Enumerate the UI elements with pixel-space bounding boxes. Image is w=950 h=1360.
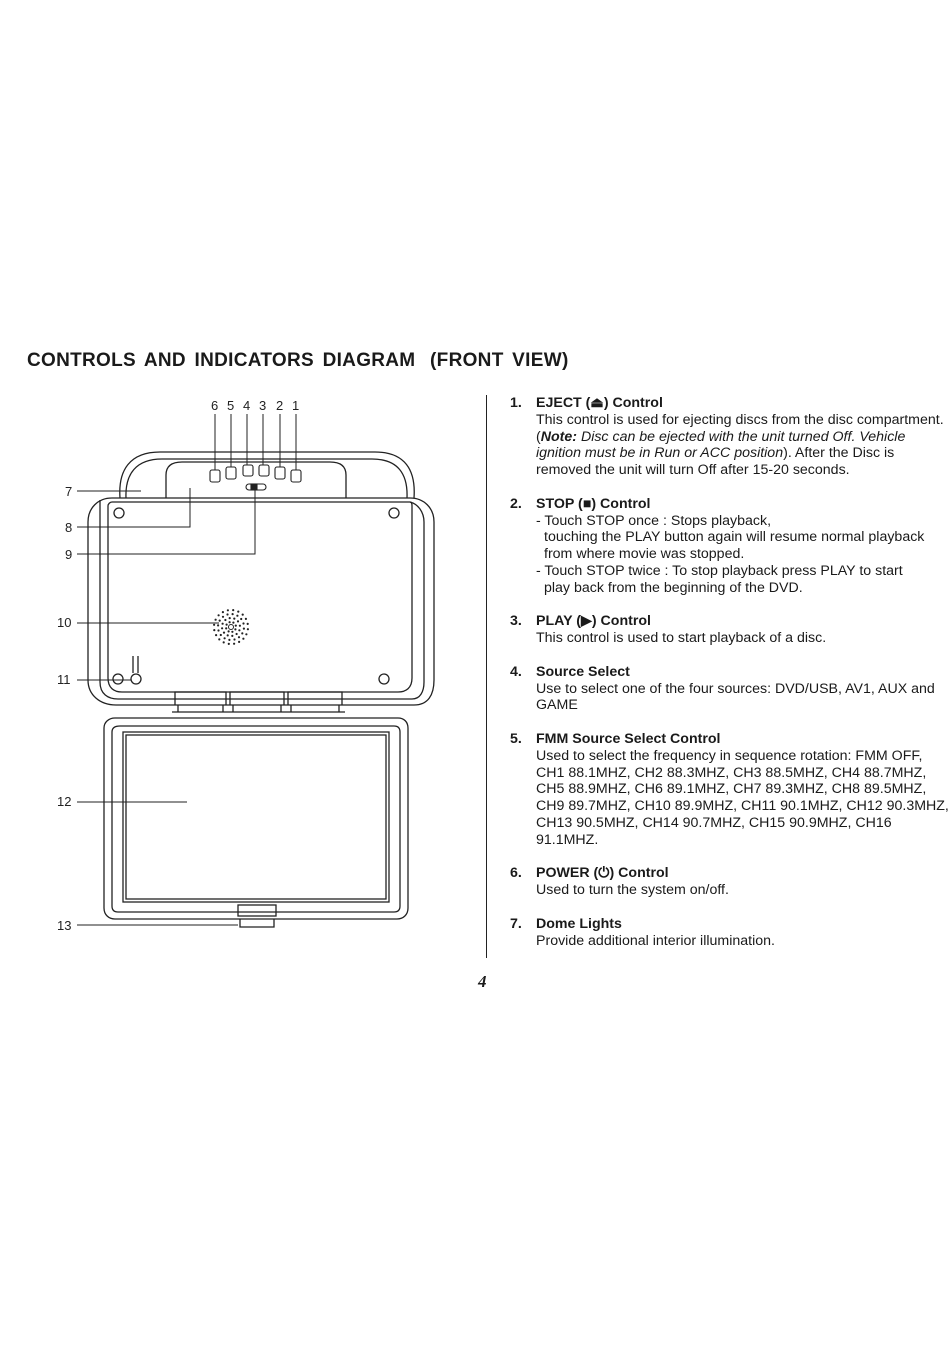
list-item-fmm (510, 731, 950, 849)
item-number: 4. (510, 663, 522, 680)
item-description: - Touch STOP twice : To stop playback press PLAY to start (536, 562, 903, 579)
title-sub: (FRONT VIEW) (430, 350, 569, 371)
item-number: 1. (510, 395, 522, 411)
controls-list (510, 395, 950, 966)
list-item-stop (510, 496, 950, 597)
callout-9: 9 (65, 547, 73, 562)
callout-7: 7 (65, 484, 73, 499)
item-description: Use to select one of the four sources: DVD/USB, AV1, AUX and GAME (536, 680, 935, 714)
callout-2: 2 (276, 398, 284, 413)
item-number: 5. (510, 730, 522, 747)
item-heading: EJECT (⏏) Control (536, 395, 663, 411)
item-heading: FMM Source Select Control (536, 730, 721, 747)
item-description: touching the PLAY button again will resume normal playback from where movie was stopped. (544, 529, 925, 563)
play-button (259, 465, 269, 476)
callout-10: 10 (57, 615, 72, 630)
fmm-button (226, 467, 236, 479)
item-description: - Touch STOP once : Stops playback, (536, 512, 772, 529)
source-button (243, 465, 253, 476)
item-heading: PLAY (▶) Control (536, 613, 651, 630)
item-heading: STOP (■) Control (536, 495, 651, 512)
item-heading: Source Select (536, 663, 630, 680)
list-item-eject (510, 395, 950, 479)
stop-icon: ■ (582, 495, 592, 512)
lcd-screen (126, 735, 386, 899)
list-item-power (510, 865, 950, 899)
page-number: 4 (478, 972, 487, 991)
item-description: Provide additional interior illumination. (536, 932, 775, 949)
control-panel (166, 462, 346, 498)
item-description: Used to turn the system on/off. (536, 882, 729, 899)
callout-11: 11 (57, 672, 71, 687)
callout-6: 6 (211, 398, 219, 413)
item-description: Used to select the frequency in sequence rotation: FMM OFF, CH1 88.1MHZ, CH2 88.3MHZ, CH3 88.5MHZ, CH4 88.7MHZ, CH5 88.9MHZ, CH6 89.1MHZ, CH7 89.3MHZ, CH8 89.5MHZ, CH9 89.7MHZ, CH10 89.9MHZ, CH11 90.1MHZ, CH12 90.3MHZ, CH13 90.5MHZ, CH14 90.7MHZ, CH15 90.9MHZ, CH16 91.1MHZ. (536, 747, 949, 848)
callout-3: 3 (259, 398, 267, 413)
stop-button (275, 467, 285, 479)
item-heading: POWER (⏻) Control (536, 865, 669, 882)
list-item-dome-lights (510, 916, 950, 950)
power-icon: ⏻ (598, 865, 610, 882)
speaker-grille (213, 609, 249, 645)
item-number: 2. (510, 495, 522, 512)
item-number: 6. (510, 865, 522, 882)
item-number: 3. (510, 613, 522, 630)
item-heading: Dome Lights (536, 915, 622, 932)
callout-5: 5 (227, 398, 235, 413)
list-item-source (510, 664, 950, 714)
screen-bezel (104, 718, 408, 919)
item-description: This control is used for ejecting discs from the disc compartment. (Note: Disc can be ejected with the unit turned Off. Vehicle ignition must be in Run or ACC position). After the Disc is removed the unit will turn Off after 15-20 seconds. (536, 411, 944, 479)
callout-12: 12 (57, 794, 72, 809)
callout-1: 1 (292, 398, 300, 413)
power-button (210, 470, 220, 482)
dome-panel (108, 502, 412, 692)
item-number: 7. (510, 915, 522, 932)
callout-8: 8 (65, 520, 73, 535)
front-view-diagram (0, 0, 490, 960)
screen-tab (238, 905, 276, 916)
list-item-play (510, 613, 950, 647)
eject-button (291, 470, 301, 482)
callout-13: 13 (57, 918, 72, 933)
eject-icon: ⏏ (590, 395, 604, 411)
item-description: play back from the beginning of the DVD. (544, 579, 803, 596)
callout-4: 4 (243, 398, 251, 413)
ir-sensor (131, 674, 141, 684)
column-divider (486, 395, 487, 958)
title-main: CONTROLS AND INDICATORS DIAGRAM (27, 350, 416, 371)
play-icon: ▶ (580, 613, 592, 630)
item-description: This control is used to start playback of a disc. (536, 630, 827, 647)
